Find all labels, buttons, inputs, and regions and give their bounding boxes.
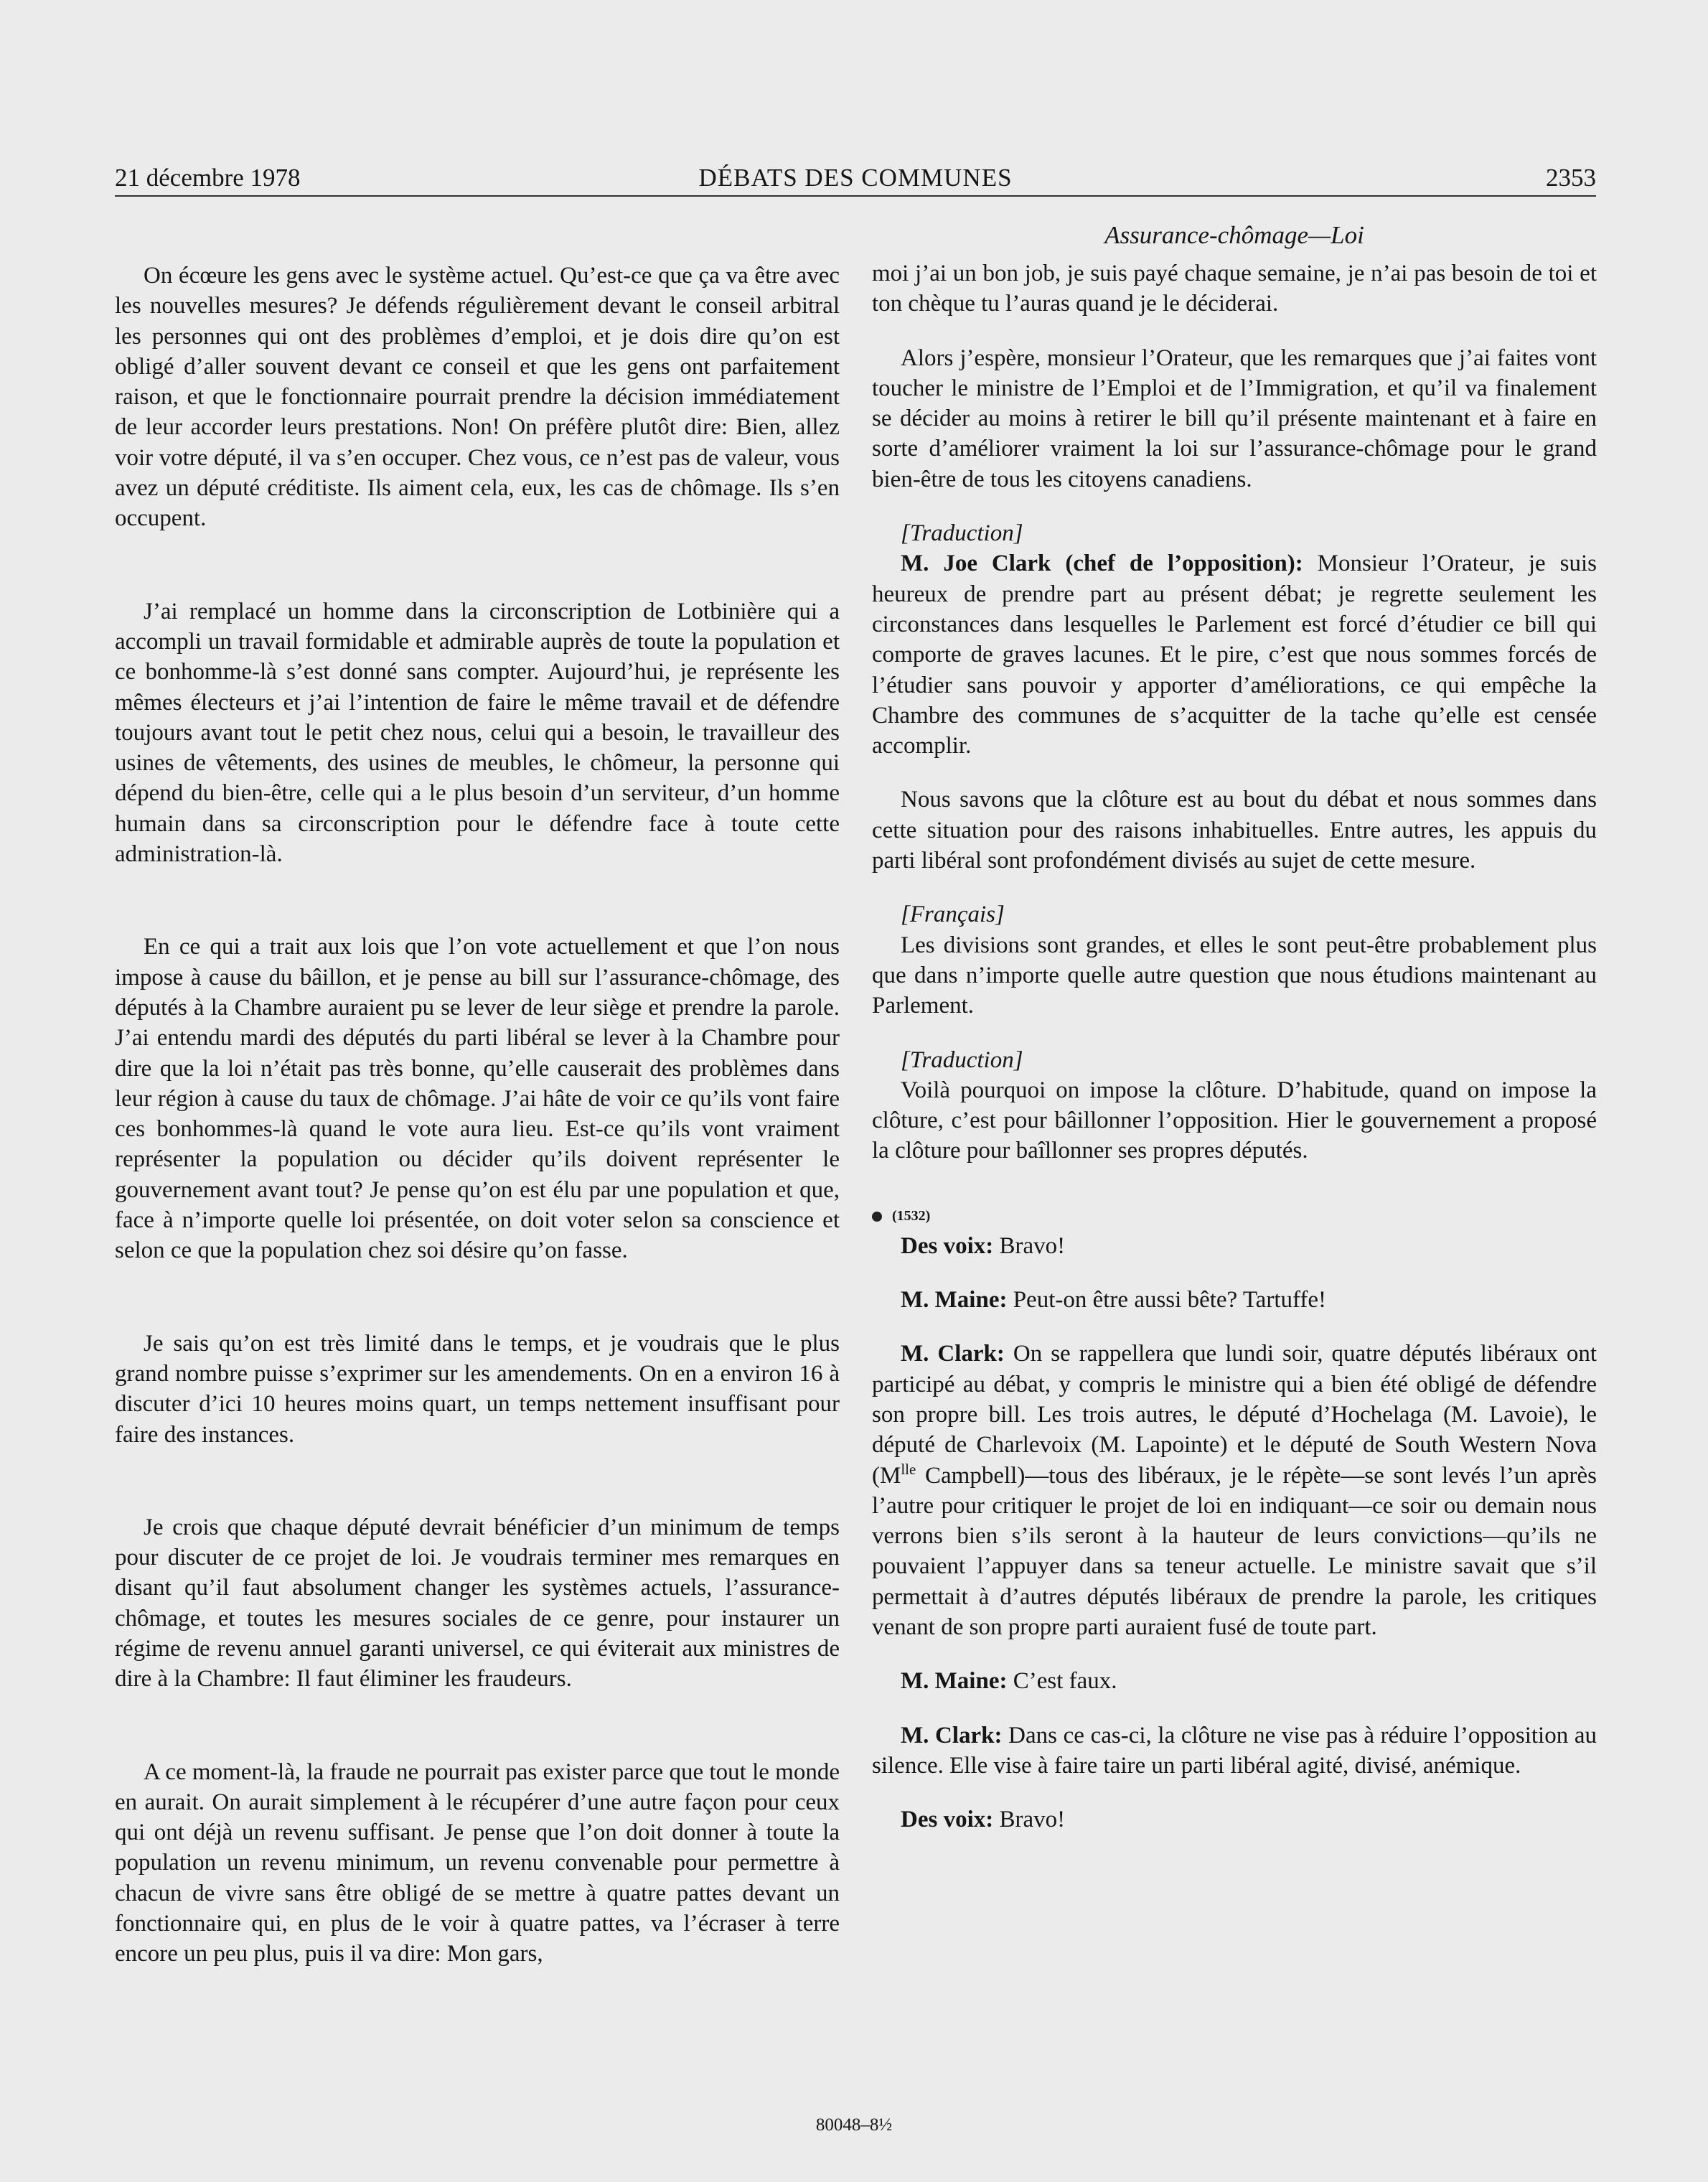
speech-text: Bravo! — [993, 1807, 1066, 1833]
paragraph: Alors j’espère, monsieur l’Orateur, que les remarques que j’ai faites vont toucher le ministre de l’Emploi et de l’Immigration, et qu’il va finalement se décider au moins à retirer le bill qu’il présente maintenant et à faire en sorte d’améliorer vraiment la loi sur l’assurance-chômage pour le grand bien-être de tous les citoyens canadiens. — [872, 345, 1597, 492]
header-title: DÉBATS DES COMMUNES — [698, 164, 1013, 192]
speech-text: Campbell)—tous des libéraux, je le répète—se sont levés l’un après l’autre pour critiquer le projet de loi en indiquant—ce soir ou demain nous verrons bien s’ils seront à la hauteur de leurs convictions—qu’ils ne pouvaient l’appuyer dans sa teneur actuelle. Le ministre savait que s’il permettait à d’autres députés libéraux de prendre la parole, les critiques venant de son propre parti auraient fusé de toute part. — [872, 1462, 1597, 1640]
running-subject: Assurance-chômage—Loi — [1104, 221, 1364, 249]
bullet-icon — [872, 1212, 882, 1222]
time-marker-text: (1532) — [892, 1207, 931, 1224]
language-tag: [Traduction] — [901, 520, 1023, 547]
paragraph: Je sais qu’on est très limité dans le temps, et je voudrais que le plus grand nombre puisse s’exprimer sur les amendements. On en a environ 16 à discuter d’ici 10 heures moins quart, un temps nettement insuffisant pour faire des instances. — [115, 1330, 840, 1448]
speech-text: Monsieur l’Orateur, je suis heureux de prendre part au présent débat; je regrette seulement les circonstances dans lesquelles le Parlement est forcé d’étudier ce bill qui comporte de graves lacunes. Et le pire, c’est que nous sommes forcés de l’étudier sans pouvoir y apporter d’améliorations, ce qui empêche la Chambre des communes de s’acquitter de la tache qu’elle est censée accomplir. — [872, 551, 1597, 759]
speech — [872, 1285, 1597, 1315]
speaker-name: M. Joe Clark (chef de l’opposition): — [901, 551, 1303, 577]
speaker-name: M. Maine: — [901, 1668, 1008, 1695]
speech-text: Bravo! — [993, 1232, 1066, 1259]
speech-text: C’est faux. — [1007, 1668, 1117, 1695]
paragraph: On écœure les gens avec le système actuel. Qu’est-ce que ça va être avec les nouvelles mesures? Je défends régulièrement devant le conseil arbitral les personnes qui ont des problèmes d’emploi, et je dois dire qu’on est obligé d’aller souvent devant ce conseil et que les gens ont parfaitement raison, et que le fonctionnaire pourrait prendre la décision immédiatement de leur accorder leurs prestations. Non! On préfère plutôt dire: Bien, allez voir votre député, il va s’en occuper. Chez vous, ce n’est pas de valeur, vous avez un député créditiste. Ils aiment cela, eux, les cas de chômage. Ils s’en occupent. — [115, 263, 840, 532]
speech — [872, 548, 1597, 761]
speaker-name: M. Maine: — [901, 1287, 1008, 1314]
paragraph: moi j’ai un bon job, je suis payé chaque semaine, je n’ai pas besoin de toi et ton chèque tu l’auras quand je le déciderai. — [872, 261, 1597, 317]
paragraph: En ce qui a trait aux lois que l’on vote actuellement et que l’on nous impose à cause du bâillon, et je pense au bill sur l’assurance-chômage, des députés à la Chambre auraient pu se lever de leur siège et prendre la parole. J’ai entendu mardi des députés du parti libéral se lever à la Chambre pour dire que la loi n’était pas très bonne, qu’elle causerait des problèmes dans leur région à cause du taux de chômage. J’ai hâte de voir ce qu’ils vont faire ces bonhommes-là quand le vote aura lieu. Est-ce qu’ils vont vraiment représenter la population ou décider qu’ils doivent représenter le gouvernement avant tout? Je pense qu’on est élu par une population et que, face à n’importe quelle loi présentée, on doit voter selon sa conscience et selon ce que la population chez soi désire qu’on fasse. — [115, 934, 840, 1264]
footer-code: 80048–8½ — [815, 2115, 893, 2135]
paragraph: Nous savons que la clôture est au bout du débat et nous sommes dans cette situation pour des raisons inhabituelles. Entre autres, les appuis du parti libéral sont profondément divisés au sujet de cette mesure. — [872, 787, 1597, 874]
time-marker — [872, 1201, 1597, 1231]
speech-text: Dans ce cas-ci, la clôture ne vise pas à réduire l’opposition au silence. Elle vise à faire taire un parti libéral agité, divisé, anémique. — [872, 1722, 1597, 1779]
paragraph: A ce moment-là, la fraude ne pourrait pas exister parce que tout le monde en aurait. On aurait simplement à le récupérer d’une autre façon pour ceux qui ont déjà un revenu suffisant. Je pense que l’on doit donner à toute la population un revenu minimum, un revenu convenable pour permettre à chacun de vivre sans être obligé de se mettre à quatre pattes devant un fonctionnaire qui, en plus de le voir à quatre pattes, va l’écraser à terre encore un peu plus, puis il va dire: Mon gars, — [115, 1759, 840, 1967]
language-tag: [Traduction] — [901, 1046, 1023, 1073]
paragraph: J’ai remplacé un homme dans la circonscription de Lotbinière qui a accompli un travail formidable et admirable auprès de toute la population et ce bonhomme-là s’est donné sans compter. Aujourd’hui, je représente les mêmes électeurs et j’ai l’intention de faire le même travail et de défendre toujours avant tout le petit chez nous, celui qui a besoin, le travailleur des usines de vêtements, des usines de meubles, le chômeur, la personne qui dépend du bien-être, celle qui a le plus besoin d’un serviteur, d’un homme humain dans sa circonscription pour le défendre face à toute cette administration-là. — [115, 598, 840, 868]
right-column — [872, 258, 1597, 1835]
paragraph: Je crois que chaque député devrait bénéficier d’un minimum de temps pour discuter de ce projet de loi. Je voudrais terminer mes remarques en disant qu’il faut absolument changer les systèmes actuels, l’assurance-chômage, et toutes les mesures sociales de ce genre, pour instaurer un régime de revenu annuel garanti universel, ce qui éviterait aux ministres de dire à la Chambre: Il faut éliminer les fraudeurs. — [115, 1514, 840, 1692]
speech — [872, 1720, 1597, 1781]
superscript: lle — [901, 1460, 916, 1478]
paragraph: Voilà pourquoi on impose la clôture. D’habitude, quand on impose la clôture, c’est pour bâillonner l’opposition. Hier le gouvernement a proposé la clôture pour baîllonner ses propres députés. — [872, 1077, 1597, 1164]
speech — [872, 1231, 1597, 1261]
speech-text: Peut-on être aussi bête? Tartuffe! — [1007, 1287, 1327, 1314]
speaker-name: Des voix: — [901, 1232, 994, 1259]
paragraph: Les divisions sont grandes, et elles le sont peut-être probablement plus que dans n’importe quelle autre question que nous étudions maintenant au Parlement. — [872, 932, 1597, 1019]
language-tag: [Français] — [901, 902, 1005, 928]
header-date: 21 décembre 1978 — [115, 164, 301, 192]
speech — [872, 1804, 1597, 1835]
speech-text: On se rappellera que lundi soir, quatre députés libéraux ont participé au débat, y compris le ministre qui a bien été obligé de défendre son propre bill. Les trois autres, le député d’Hochelaga (M. Lavoie), le député de Charlevoix (M. Lapointe) et le député de South Western Nova (M — [872, 1341, 1597, 1489]
speaker-name: Des voix: — [901, 1807, 994, 1833]
speaker-name: M. Clark: — [901, 1722, 1003, 1748]
header-rule — [115, 195, 1596, 197]
page-number: 2353 — [1546, 164, 1596, 192]
speech — [872, 1666, 1597, 1696]
speaker-name: M. Clark: — [901, 1341, 1005, 1367]
left-column — [115, 261, 840, 1970]
speech — [872, 1339, 1597, 1642]
